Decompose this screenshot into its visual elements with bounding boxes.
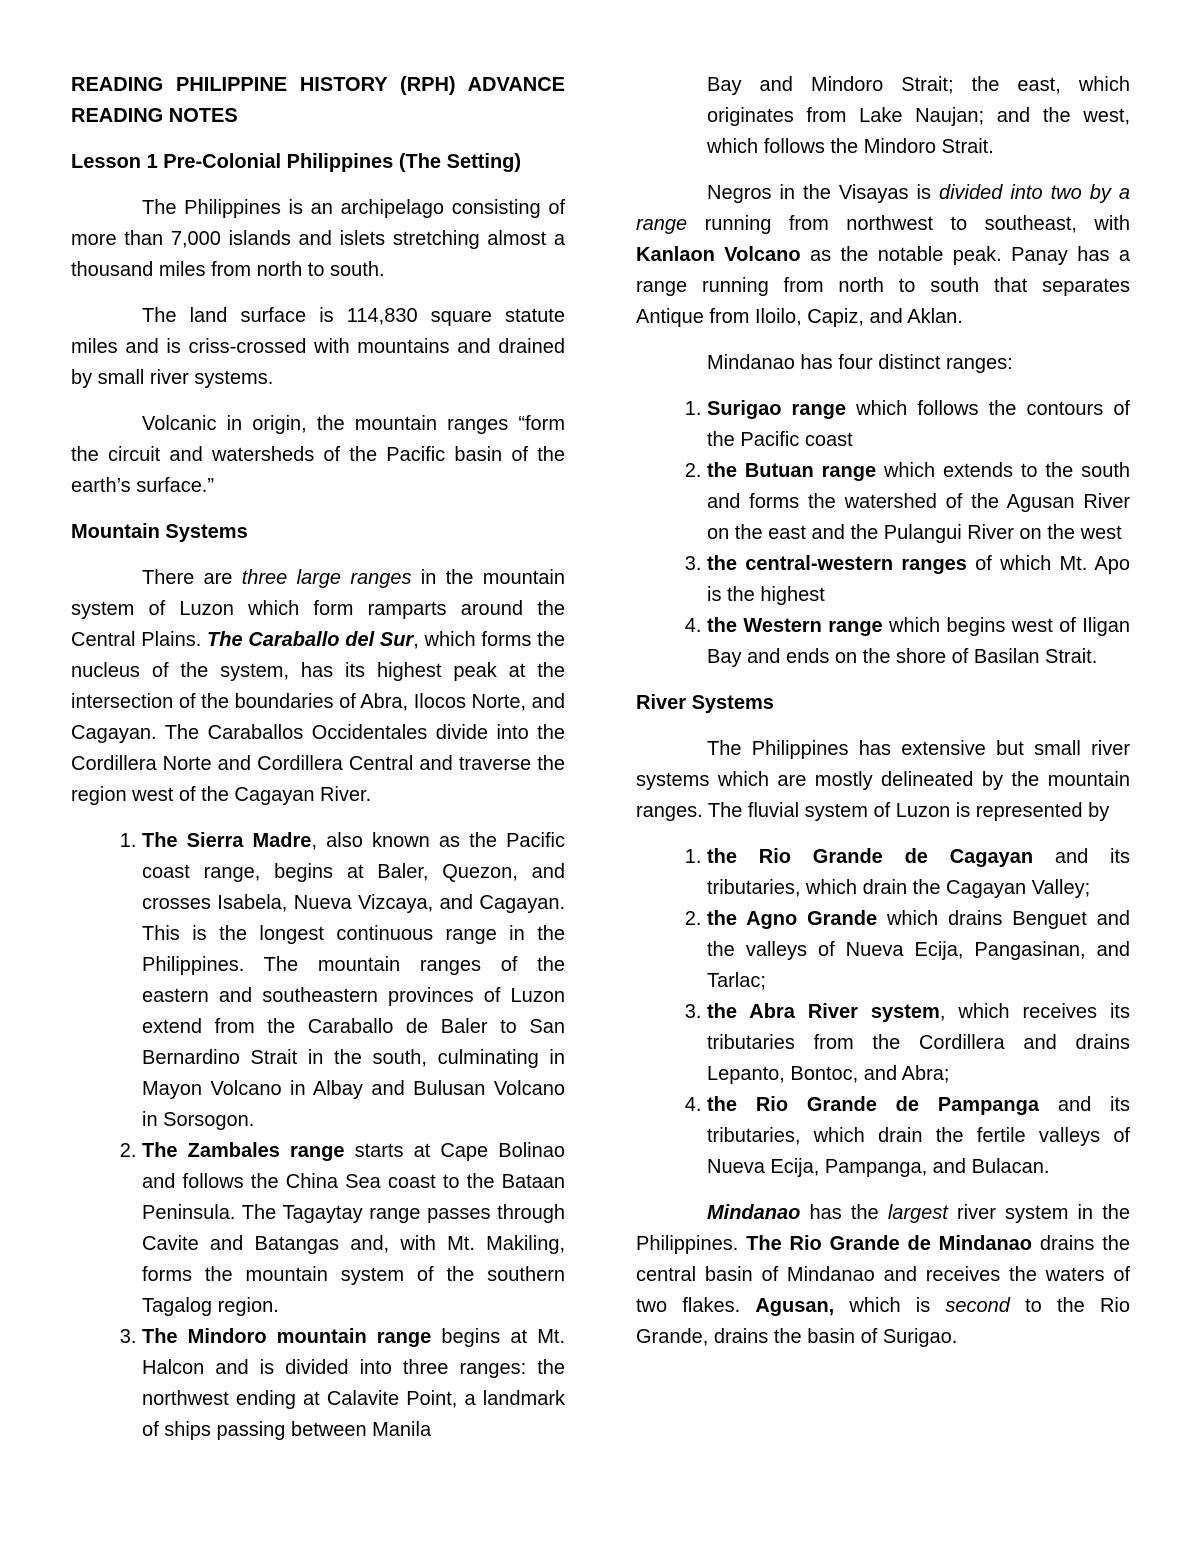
intro-paragraph: The Philippines is an archipelago consisting of more than 7,000 islands and islets stretching almost a thousand miles from north to south. xyxy=(71,197,565,281)
list-item: 3. the Abra River system, which receives its tributaries from the Cordillera and drains Lepanto, Bontoc, and Abra; xyxy=(707,997,1130,1090)
list-item: 4. the Rio Grande de Pampanga and its tributaries, which drain the fertile valleys of Nueva Ecija, Pampanga, and Bulacan. xyxy=(707,1090,1130,1183)
mindanao-river-paragraph: Mindanao has the largest river system in the Philippines. The Rio Grande de Mindanao drains the central basin of Mindanao and receives the waters of two flakes. Agusan, which is second to the Rio Grande, drains the basin of Surigao. xyxy=(636,1202,1130,1348)
river-intro-paragraph: The Philippines has extensive but small river systems which are mostly delineated by the mountain ranges. The fluvial system of Luzon is represented by xyxy=(636,738,1130,822)
right-column xyxy=(636,70,1130,1368)
list-item: 1. Surigao range which follows the contours of the Pacific coast xyxy=(707,394,1130,456)
land-surface-paragraph: The land surface is 114,830 square statute miles and is criss-crossed with mountains and drained by small river systems. xyxy=(71,305,565,389)
emphasis-caraballo: The Caraballo del Sur xyxy=(207,629,414,651)
mindanao-ranges-list xyxy=(636,394,1130,673)
list-item: 2. The Zambales range starts at Cape Bolinao and follows the China Sea coast to the Bataan Peninsula. The Tagaytay range passes through Cavite and Batangas and, with Mt. Makiling, forms the mountain system of the southern Tagalog region. xyxy=(142,1136,565,1322)
river-systems-heading: River Systems xyxy=(636,692,774,714)
left-column xyxy=(71,70,565,1461)
emphasis-three-ranges: three large ranges xyxy=(241,567,412,589)
luzon-rivers-list xyxy=(636,842,1130,1183)
document-title: READING PHILIPPINE HISTORY (RPH) ADVANCE READING NOTES xyxy=(71,74,565,127)
list-item: 3. The Mindoro mountain range begins at Mt. Halcon and is divided into three ranges: the northwest ending at Calavite Point, a landmark of ships passing between Manila xyxy=(142,1322,565,1446)
volcanic-paragraph: Volcanic in origin, the mountain ranges “form the circuit and watersheds of the Pacific basin of the earth’s surface.” xyxy=(71,413,565,497)
visayas-paragraph: Negros in the Visayas is divided into two by a range running from northwest to southeast, with Kanlaon Volcano as the notable peak. Panay has a range running from north to south that separates Antique from Iloilo, Capiz, and Aklan. xyxy=(636,182,1130,328)
list-item: 1. the Rio Grande de Cagayan and its tributaries, which drain the Cagayan Valley; xyxy=(707,842,1130,904)
lesson-heading: Lesson 1 Pre-Colonial Philippines (The Setting) xyxy=(71,151,522,173)
list-item: 2. the Butuan range which extends to the south and forms the watershed of the Agusan River on the east and the Pulangui River on the west xyxy=(707,456,1130,549)
luzon-ranges-paragraph: There are three large ranges in the mountain system of Luzon which form ramparts around the Central Plains. The Caraballo del Sur, which forms the nucleus of the system, has its highest peak at the intersection of the boundaries of Abra, Ilocos Norte, and Cagayan. The Caraballos Occidentales divide into the Cordillera Norte and Cordillera Central and traverse the region west of the Cagayan River. xyxy=(71,567,565,806)
luzon-ranges-list xyxy=(71,826,565,1446)
mindanao-ranges-intro: Mindanao has four distinct ranges: xyxy=(707,352,1013,374)
list-item: 1. The Sierra Madre, also known as the Pacific coast range, begins at Baler, Quezon, and crosses Isabela, Nueva Vizcaya, and Cagayan. This is the longest continuous range in the Philippines. The mountain ranges of the eastern and southeastern provinces of Luzon extend from the Caraballo de Baler to San Bernardino Strait in the south, culminating in Mayon Volcano in Albay and Bulusan Volcano in Sorsogon. xyxy=(142,826,565,1136)
mindoro-continuation: Bay and Mindoro Strait; the east, which originates from Lake Naujan; and the west, which follows the Mindoro Strait. xyxy=(707,74,1130,158)
list-item: 3. the central-western ranges of which Mt. Apo is the highest xyxy=(707,549,1130,611)
list-item: 4. the Western range which begins west of Iligan Bay and ends on the shore of Basilan Strait. xyxy=(707,611,1130,673)
mountain-systems-heading: Mountain Systems xyxy=(71,521,248,543)
list-item: 2. the Agno Grande which drains Benguet and the valleys of Nueva Ecija, Pangasinan, and Tarlac; xyxy=(707,904,1130,997)
